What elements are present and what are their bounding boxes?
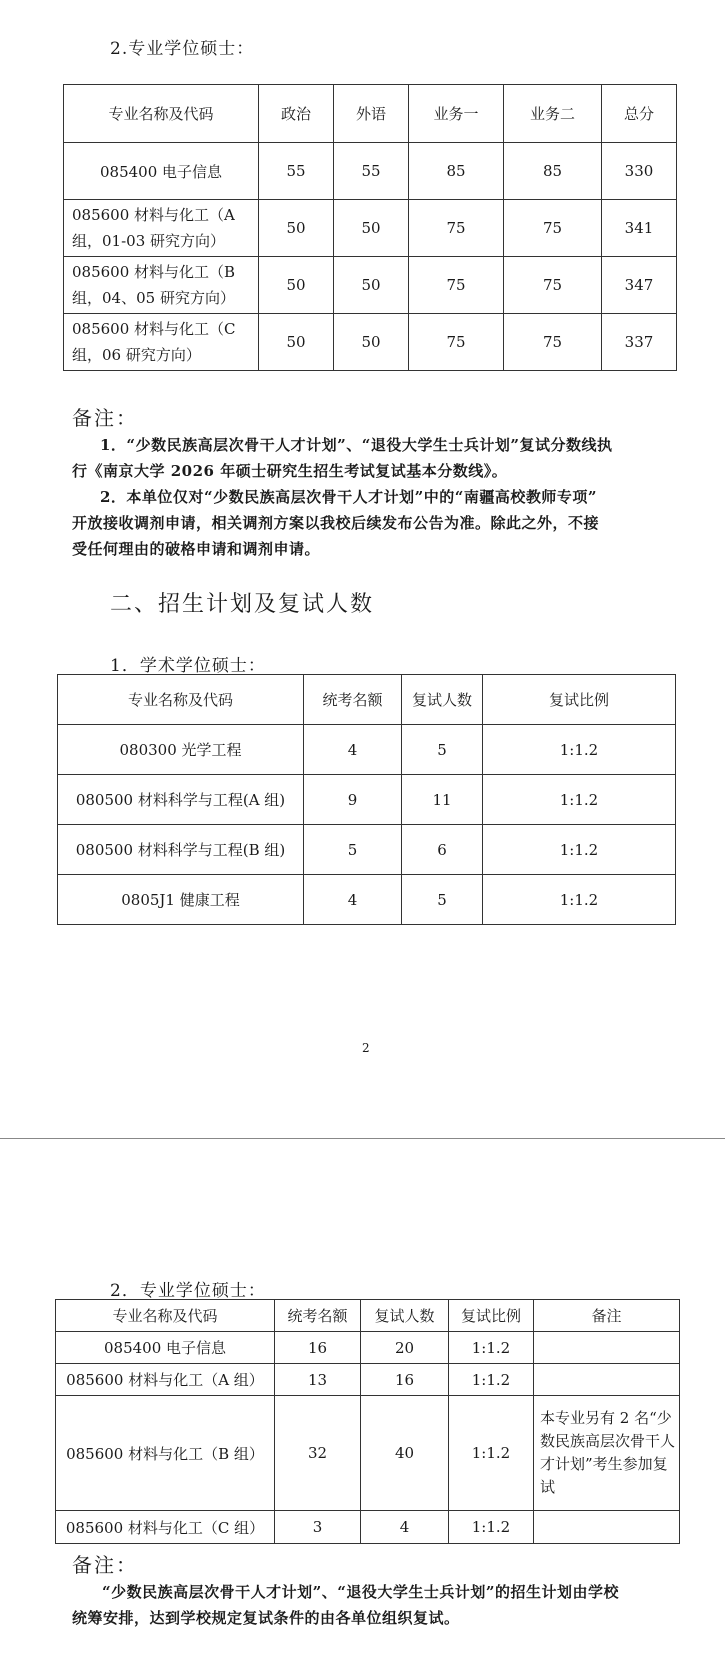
- table-row: [56, 1511, 680, 1544]
- table-cell: 20: [361, 1332, 449, 1364]
- table-cell: 1:1.2: [483, 825, 676, 875]
- header-cell: 政治: [259, 85, 334, 143]
- table-row: [56, 1396, 680, 1511]
- table-cell: 16: [361, 1364, 449, 1396]
- major-cell: 085600 材料与化工（A 组）: [56, 1364, 275, 1396]
- header-cell: 业务一: [409, 85, 504, 143]
- note-line: 开放接收调剂申请，相关调剂方案以我校后续发布公告为准。除此之外，不接: [72, 514, 600, 532]
- table-cell: 11: [402, 775, 483, 825]
- table-cell: 50: [259, 314, 334, 371]
- table-header-row: [64, 85, 677, 143]
- major-cell: 085600 材料与化工（A组，01-03 研究方向）: [64, 200, 259, 257]
- table-row: [58, 825, 676, 875]
- table-cell: 75: [504, 200, 602, 257]
- major-cell: 0805J1 健康工程: [58, 875, 304, 925]
- table-cell: 75: [504, 257, 602, 314]
- table-cell: 5: [402, 875, 483, 925]
- header-cell: 复试人数: [361, 1300, 449, 1332]
- table-cell: 1:1.2: [449, 1332, 534, 1364]
- table-cell: 1:1.2: [483, 775, 676, 825]
- major-cell: 085600 材料与化工（C组，06 研究方向）: [64, 314, 259, 371]
- table-cell: 75: [409, 314, 504, 371]
- note-paragraph: [72, 432, 682, 562]
- note-title: 备注：: [72, 1553, 138, 1577]
- note-paragraph: [72, 1579, 692, 1631]
- table-cell: 1:1.2: [483, 725, 676, 775]
- header-cell: 专业名称及代码: [58, 675, 304, 725]
- page-divider: [0, 1138, 725, 1139]
- table-cell: 5: [402, 725, 483, 775]
- table-cell: 5: [304, 825, 402, 875]
- table-cell: 330: [602, 143, 677, 200]
- table-cell: 4: [304, 725, 402, 775]
- academic-plan-table: [57, 674, 676, 925]
- page-number: 2: [362, 1041, 370, 1055]
- header-cell: 统考名额: [304, 675, 402, 725]
- table-cell: 85: [409, 143, 504, 200]
- major-cell: 080300 光学工程: [58, 725, 304, 775]
- table-cell: 75: [409, 200, 504, 257]
- header-cell: 专业名称及代码: [64, 85, 259, 143]
- header-cell: 复试比例: [449, 1300, 534, 1332]
- header-cell: 备注: [534, 1300, 680, 1332]
- table-cell: 9: [304, 775, 402, 825]
- table-cell: 347: [602, 257, 677, 314]
- table-row: [56, 1364, 680, 1396]
- major-cell: 085600 材料与化工（B组，04、05 研究方向）: [64, 257, 259, 314]
- table-cell: 3: [275, 1511, 361, 1544]
- table-cell: 13: [275, 1364, 361, 1396]
- table-row: [64, 143, 677, 200]
- table-cell: 6: [402, 825, 483, 875]
- table-cell: 75: [409, 257, 504, 314]
- table-cell: 4: [361, 1511, 449, 1544]
- table-cell: 40: [361, 1396, 449, 1511]
- table-cell: 4: [304, 875, 402, 925]
- table-cell: 50: [334, 257, 409, 314]
- header-cell: 总分: [602, 85, 677, 143]
- table-cell: 85: [504, 143, 602, 200]
- table-cell: 341: [602, 200, 677, 257]
- note-line: 受任何理由的破格申请和调剂申请。: [72, 540, 321, 558]
- major-cell: 080500 材料科学与工程(A 组): [58, 775, 304, 825]
- section-title-academic-degree: 1．学术学位硕士：: [110, 656, 266, 676]
- header-cell: 专业名称及代码: [56, 1300, 275, 1332]
- note-line: 2．本单位仅对“少数民族高层次骨干人才计划”中的“南疆高校教师专项”: [100, 488, 597, 506]
- section-title-professional-degree-plan: 2．专业学位硕士：: [110, 1281, 266, 1301]
- table-cell: 55: [334, 143, 409, 200]
- note-line: 行《南京大学 2026 年硕士研究生招生考试复试基本分数线》。: [72, 462, 508, 480]
- major-cell: 085400 电子信息: [64, 143, 259, 200]
- note-line: “少数民族高层次骨干人才计划”、“退役大学生士兵计划”的招生计划由学校: [102, 1583, 620, 1601]
- remark-cell: 本专业另有 2 名“少数民族高层次骨干人才计划”考生参加复试: [534, 1396, 680, 1511]
- header-cell: 复试人数: [402, 675, 483, 725]
- note-line: 统筹安排，达到学校规定复试条件的由各单位组织复试。: [72, 1609, 460, 1627]
- table-cell: 50: [334, 200, 409, 257]
- remark-cell: [534, 1364, 680, 1396]
- table-row: [64, 200, 677, 257]
- table-cell: 1:1.2: [449, 1364, 534, 1396]
- table-cell: 1:1.2: [449, 1396, 534, 1511]
- table-header-row: [56, 1300, 680, 1332]
- table-row: [64, 257, 677, 314]
- table-row: [56, 1332, 680, 1364]
- major-cell: 085600 材料与化工（C 组）: [56, 1511, 275, 1544]
- header-cell: 复试比例: [483, 675, 676, 725]
- header-cell: 统考名额: [275, 1300, 361, 1332]
- table-row: [64, 314, 677, 371]
- major-cell: 080500 材料科学与工程(B 组): [58, 825, 304, 875]
- table-header-row: [58, 675, 676, 725]
- header-cell: 外语: [334, 85, 409, 143]
- major-cell: 085600 材料与化工（B 组）: [56, 1396, 275, 1511]
- remark-cell: [534, 1332, 680, 1364]
- table-row: [58, 775, 676, 825]
- major-cell: 085400 电子信息: [56, 1332, 275, 1364]
- note-title: 备注：: [72, 406, 138, 430]
- table-row: [58, 875, 676, 925]
- section-heading: 二、招生计划及复试人数: [110, 592, 375, 617]
- table-cell: 32: [275, 1396, 361, 1511]
- header-cell: 业务二: [504, 85, 602, 143]
- table-cell: 16: [275, 1332, 361, 1364]
- table-cell: 55: [259, 143, 334, 200]
- table-cell: 337: [602, 314, 677, 371]
- table-cell: 50: [259, 200, 334, 257]
- table-cell: 50: [334, 314, 409, 371]
- score-table: [63, 84, 677, 371]
- section-title-professional-degree: 2.专业学位硕士：: [110, 39, 255, 59]
- table-cell: 50: [259, 257, 334, 314]
- note-line: 1．“少数民族高层次骨干人才计划”、“退役大学生士兵计划”复试分数线执: [100, 436, 613, 454]
- table-cell: 1:1.2: [483, 875, 676, 925]
- remark-cell: [534, 1511, 680, 1544]
- table-row: [58, 725, 676, 775]
- table-cell: 1:1.2: [449, 1511, 534, 1544]
- table-cell: 75: [504, 314, 602, 371]
- professional-plan-table: [55, 1299, 680, 1544]
